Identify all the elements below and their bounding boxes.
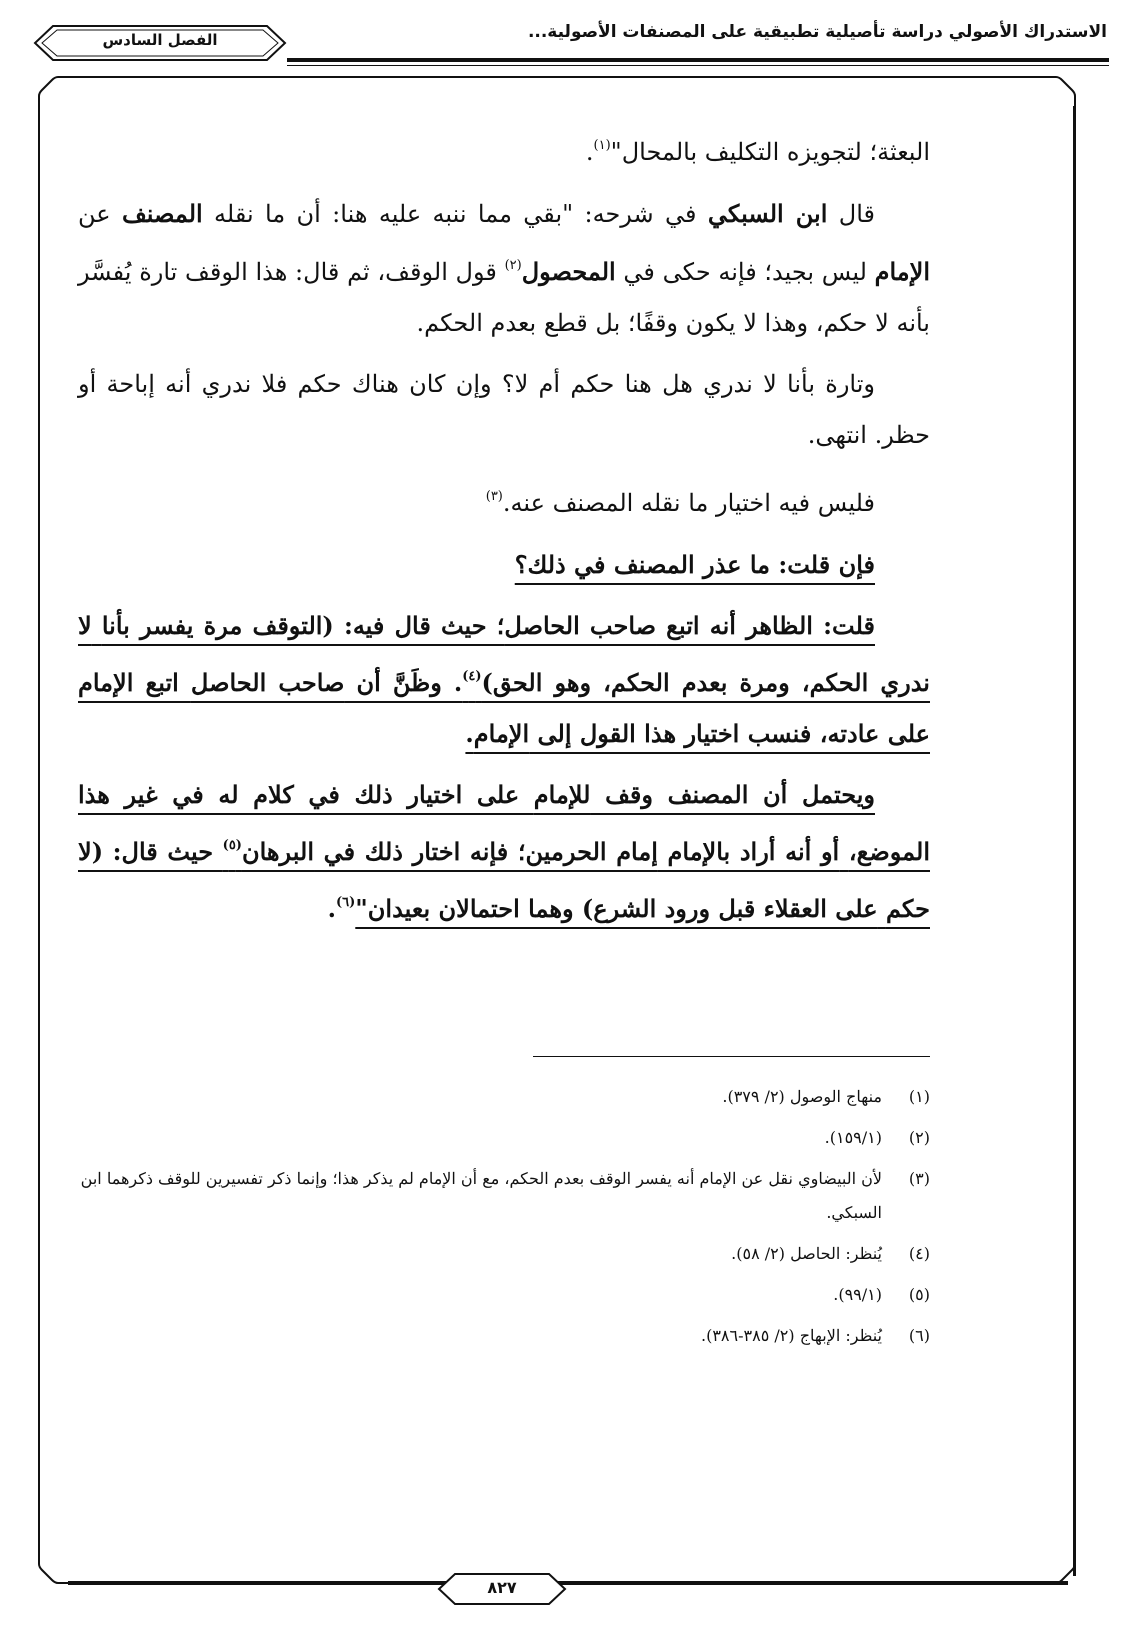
p6-text: . <box>465 719 474 748</box>
p5-question: فإن قلت: ما عذر المصنف في ذلك؟ <box>514 550 875 579</box>
chapter-label: الفصل السادس <box>102 31 218 49</box>
footnote-item <box>78 1121 930 1155</box>
p6-underlined <box>78 611 930 748</box>
main-text <box>78 120 930 944</box>
header-rule-thin <box>287 65 1109 66</box>
footnote-item <box>78 1278 930 1312</box>
footnote-text: منهاج الوصول (٢/ ٣٧٩). <box>722 1087 882 1106</box>
p6-text: على عادته، فنسب اختيار هذا القول إلى <box>529 719 930 748</box>
page-number: ٨٢٧ <box>487 1578 517 1597</box>
paragraph-5 <box>78 539 930 590</box>
footnote-ref: (٤) <box>462 669 482 684</box>
footnote-item <box>78 1319 930 1353</box>
paragraph-1 <box>78 120 930 178</box>
p7-text: على العقلاء قبل ورود الشرع) وهما احتمالان بعيدان" <box>355 894 878 923</box>
footnote-ref: (٥) <box>222 838 242 853</box>
footnote-number: (٤) <box>908 1244 930 1263</box>
p2-text: عن <box>78 200 122 228</box>
p6-text: ؛ حيث قال فيه: (التوقف مرة يفسر بأنا <box>101 611 505 640</box>
p7-text: على اختيار ذلك في كلام له في غير هذا الموضع، <box>78 780 930 866</box>
footnote-number: (١) <box>908 1087 930 1106</box>
page-number-badge <box>437 1572 567 1606</box>
p2-bold-name: ابن السبكي <box>707 199 828 228</box>
p7-underlined <box>78 780 930 923</box>
p6-term: الإمام <box>473 719 530 748</box>
footnote-number: (٥) <box>908 1285 930 1304</box>
footnote-ref: (٣) <box>485 489 503 504</box>
footnote-text: لأن البيضاوي نقل عن الإمام أنه يفسر الوقف بعدم الحكم، مع أن الإمام لم يذكر هذا؛ وإنما ذكر تفسيرين للوقف ذكرهما ابن السبكي. <box>80 1169 882 1222</box>
paragraph-2 <box>78 188 930 349</box>
p6-book-name: صاحب الحاصل <box>504 611 657 640</box>
paragraph-4 <box>78 471 930 529</box>
paragraph-3 <box>78 359 930 461</box>
p2-text: قال <box>827 200 875 228</box>
p1-end: . <box>585 138 594 166</box>
footnote-ref: (٦) <box>335 895 356 910</box>
p2-text: يُفسَّر بأنه لا حكم، وهذا لا يكون وقفًا؛ بل قطع بعدم الحكم. <box>78 258 930 337</box>
p7-term: للإمام <box>533 780 591 809</box>
p2-bold-book: المحصول <box>521 257 616 286</box>
p6-text: لا ندري الحكم، ومرة بعدم الحكم، وهو الحق) <box>78 611 930 697</box>
footnote-item <box>78 1080 930 1114</box>
footnote-text: (١٥٩/١). <box>824 1128 882 1147</box>
p4-text: فليس فيه اختيار ما نقله المصنف عنه. <box>502 489 875 517</box>
p6-text: اتبع الإمام <box>78 668 191 697</box>
paragraph-6 <box>78 600 930 759</box>
running-header-title: الاستدراك الأصولي دراسة تأصيلية تطبيقية على المصنفات الأصولية... <box>527 22 1107 42</box>
p3-text: إباحة أو حظر. انتهى. <box>78 370 930 449</box>
footnote-number: (٢) <box>908 1128 930 1147</box>
footnote-number: (٦) <box>908 1326 930 1345</box>
header-rule <box>287 58 1109 62</box>
p2-bold-term: المصنف <box>121 199 203 228</box>
p6-text: . وظَنَّ أن <box>344 668 463 697</box>
p1-text: البعثة؛ لتجويزه التكليف بالمحال" <box>610 138 930 166</box>
p2-text: في شرحه: "بقي مما ننبه عليه هنا: أن ما نقله <box>202 200 708 228</box>
footnote-text: يُنظر: الإبهاج (٢/ ٣٨٥-٣٨٦). <box>700 1326 882 1345</box>
p2-text: ليس بجيد؛ فإنه حكى في <box>615 258 875 286</box>
p2-bold-term: الإمام <box>874 257 930 286</box>
footnote-item <box>78 1237 930 1271</box>
footnote-ref: (٢) <box>504 258 522 273</box>
footnote-number: (٣) <box>908 1169 930 1188</box>
p7-name: إمام الحرمين <box>525 837 658 866</box>
p3-text: وتارة بأنا لا ندري هل هنا حكم أم لا؟ وإن كان هناك حكم فلا ندري أنه <box>165 370 875 398</box>
footnote-text: (٩٩/١). <box>833 1285 882 1304</box>
p6-book-name: صاحب الحاصل <box>190 668 345 697</box>
p2-text: قول الوقف، ثم قال: هذا الوقف تارة <box>139 258 505 286</box>
footnotes <box>78 1080 930 1360</box>
p7-book-name: البرهان <box>241 837 315 866</box>
chapter-tab <box>33 24 287 62</box>
p7-text: حيث قال: (لا حكم <box>78 837 930 923</box>
footnote-item <box>78 1162 930 1230</box>
paragraph-7 <box>78 769 930 934</box>
footnote-text: يُنظر: الحاصل (٢/ ٥٨). <box>731 1244 882 1263</box>
p7-text: ؛ فإنه اختار ذلك في <box>314 837 526 866</box>
footnote-ref: (١) <box>593 138 611 153</box>
footnote-separator <box>533 1056 930 1057</box>
p7-text: أو أنه أراد بالإمام <box>657 837 840 866</box>
p7-end: . <box>327 894 336 923</box>
p7-text: ويحتمل أن المصنف وقف <box>590 780 875 809</box>
p6-text: قلت: الظاهر أنه اتبع <box>656 611 875 640</box>
